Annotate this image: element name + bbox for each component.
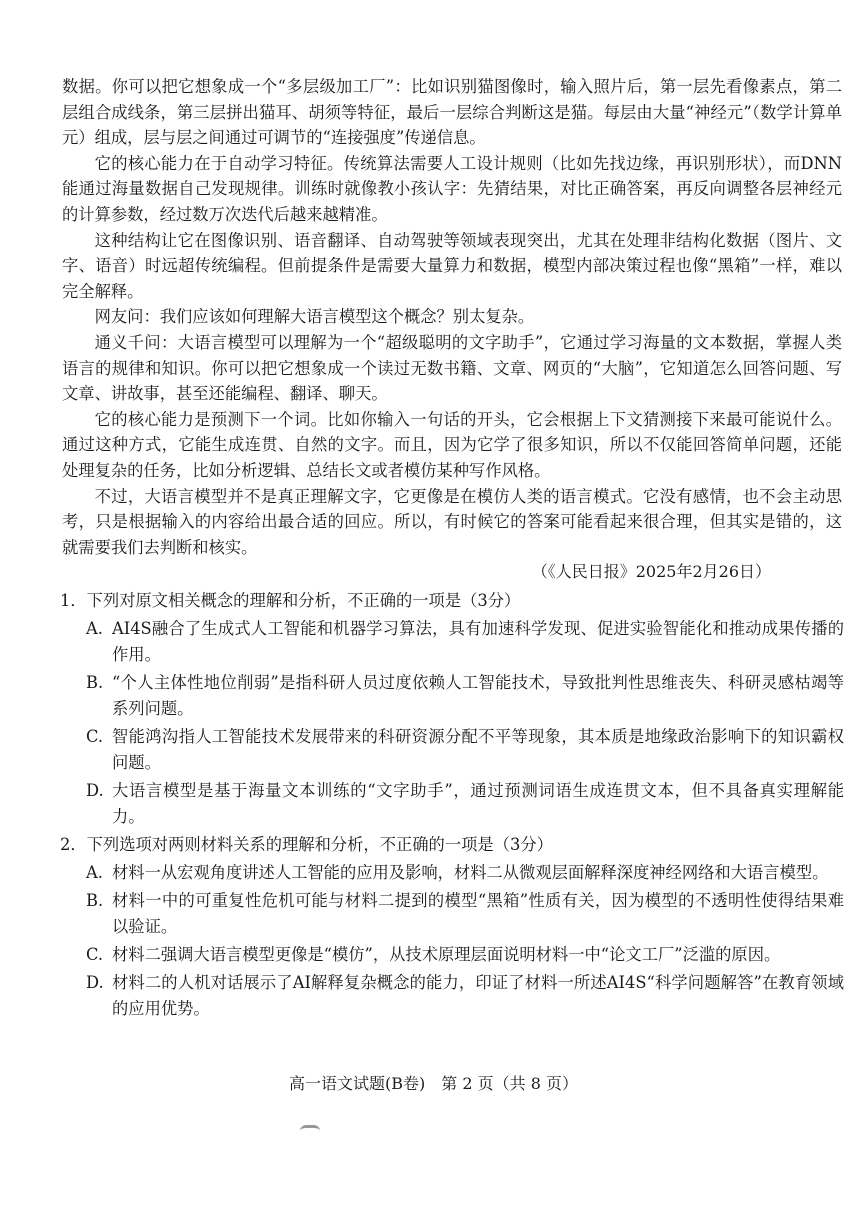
option-b (60, 670, 844, 722)
option-d (60, 970, 844, 1022)
option-letter: B. (86, 891, 104, 910)
option-text: 大语言模型是基于海量文本训练的“文字助手”，通过预测词语生成连贯文本，但不具备真实理解能力。 (112, 781, 844, 826)
dialog-question: 网友问：我们应该如何理解大语言模型这个概念？别太复杂。 (94, 307, 535, 327)
option-c (60, 724, 844, 776)
option-letter: C. (86, 945, 104, 964)
option-b (60, 888, 844, 940)
option-text: 材料一从宏观角度讲述人工智能的应用及影响，材料二从微观层面解释深度神经网络和大语言模型。 (112, 863, 829, 882)
option-letter: B. (86, 673, 104, 692)
option-a (60, 616, 844, 668)
option-text: “个人主体性地位削弱”是指科研人员过度依赖人工智能技术，导致批判性思维丧失、科研灵感枯竭等系列问题。 (112, 673, 844, 718)
question-1 (60, 588, 844, 830)
option-text: AI4S融合了生成式人工智能和机器学习算法，具有加速科学发现、促进实验智能化和推动成果传播的作用。 (112, 619, 844, 664)
option-letter: A. (86, 619, 103, 638)
question-list (60, 588, 844, 1022)
reading-passage (62, 74, 842, 560)
passage-paragraph: 数据。你可以把它想象成一个“多层级加工厂”：比如识别猫图像时，输入照片后，第一层先看像素点，第二层组合成线条，第三层拼出猫耳、胡须等特征，最后一层综合判断这是猫。每层由大量“神经元”（数学计算单元）组成，层与层之间通过可调节的“连接强度”传递信息。 (62, 77, 842, 148)
option-letter: D. (86, 781, 104, 800)
scan-smudge (300, 1125, 320, 1134)
passage-paragraph: 不过，大语言模型并不是真正理解文字，它更像是在模仿人类的语言模式。它没有感情，也不会主动思考，只是根据输入的内容给出最合适的回应。所以，有时候它的答案可能看起来很合理，但其实是错的，这就需要我们去判断和核实。 (62, 486, 842, 557)
question-stem: 2．下列选项对两则材料关系的理解和分析，不正确的一项是（3分） (60, 835, 553, 854)
option-letter: A. (86, 863, 103, 882)
option-text: 材料二的人机对话展示了AI解释复杂概念的能力，印证了材料一所述AI4S“科学问题解答”在教育领域的应用优势。 (112, 973, 844, 1018)
option-text: 材料一中的可重复性危机可能与材料二提到的模型“黑箱”性质有关，因为模型的不透明性使得结果难以验证。 (112, 891, 844, 936)
passage-paragraph: 它的核心能力是预测下一个词。比如你输入一句话的开头，它会根据上下文猜测接下来最可能说什么。通过这种方式，它能生成连贯、自然的文字。而且，因为它学了很多知识，所以不仅能回答简单问题，还能处理复杂的任务，比如分析逻辑、总结长文或者模仿某种写作风格。 (62, 409, 842, 480)
option-d (60, 778, 844, 830)
question-2 (60, 832, 844, 1022)
question-stem: 1．下列对原文相关概念的理解和分析，不正确的一项是（3分） (60, 591, 521, 610)
passage-paragraph: 它的核心能力在于自动学习特征。传统算法需要人工设计规则（比如先找边缘，再识别形状），而DNN能通过海量数据自己发现规律。训练时就像教小孩认字：先猜结果，对比正确答案，再反向调整各层神经元的计算参数，经过数万次迭代后越来越精准。 (62, 153, 842, 224)
option-c (60, 942, 844, 968)
option-text: 智能鸿沟指人工智能技术发展带来的科研资源分配不平等现象，其本质是地缘政治影响下的知识霸权问题。 (112, 727, 844, 772)
option-letter: D. (86, 973, 104, 992)
option-a (60, 860, 844, 886)
source-citation: （《人民日报》2025年2月26日） (531, 562, 771, 581)
passage-paragraph: 这种结构让它在图像识别、语音翻译、自动驾驶等领域表现突出，尤其在处理非结构化数据（图片、文字、语音）时远超传统编程。但前提条件是需要大量算力和数据，模型内部决策过程也像“黑箱”一样，难以完全解释。 (62, 230, 842, 301)
dialog-answer: 通义千问：大语言模型可以理解为一个“超级聪明的文字助手”，它通过学习海量的文本数据，掌握人类语言的规律和知识。你可以把它想象成一个读过无数书籍、文章、网页的“大脑”，它知道怎么回答问题、写文章、讲故事，甚至还能编程、翻译、聊天。 (62, 332, 842, 404)
option-letter: C. (86, 727, 104, 746)
page-footer: 高一语文试题(B卷) 第 2 页（共 8 页） (289, 1074, 578, 1093)
option-text: 材料二强调大语言模型更像是“模仿”，从技术原理层面说明材料一中“论文工厂”泛滥的原因。 (112, 945, 781, 964)
